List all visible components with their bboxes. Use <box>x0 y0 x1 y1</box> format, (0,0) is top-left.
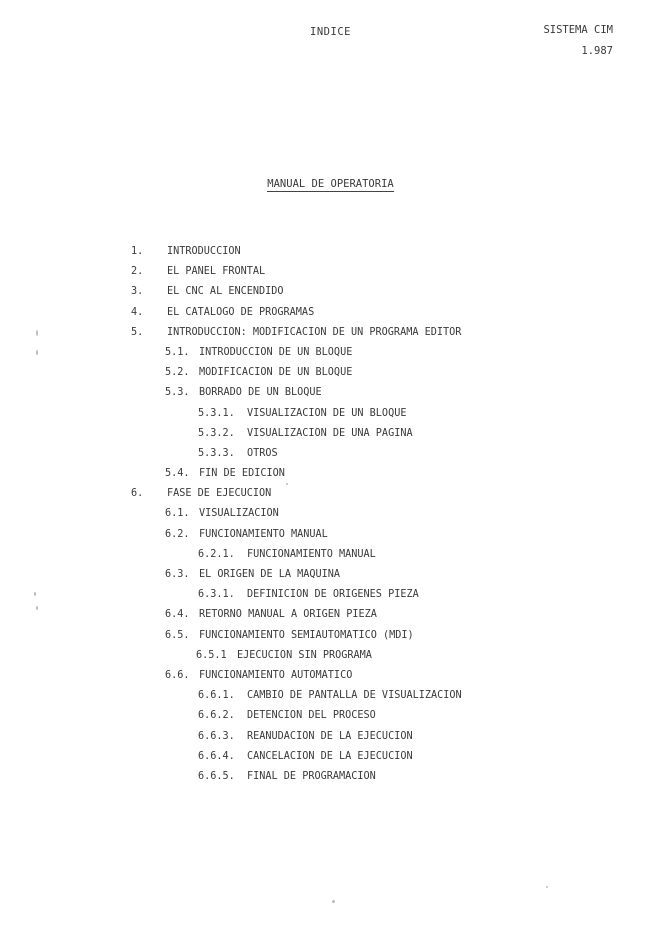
scan-speck <box>36 330 38 336</box>
toc-item-number: 6. <box>131 488 144 500</box>
header-index-label: INDICE <box>310 26 351 38</box>
toc-item <box>0 727 661 747</box>
toc-item <box>0 767 661 787</box>
toc-item-number: 6.6.3. <box>198 730 235 742</box>
toc-item-number: 5.3.1. <box>198 407 235 419</box>
toc-item <box>0 242 661 262</box>
toc-item <box>0 464 661 484</box>
toc-item-number: 5.4. <box>165 468 190 480</box>
toc-item-title: FUNCIONAMIENTO MANUAL <box>247 548 376 560</box>
toc-item-title: EL PANEL FRONTAL <box>167 266 266 278</box>
toc-item-title: VISUALIZACION <box>199 508 279 520</box>
toc-item-number: 5.3. <box>165 387 190 399</box>
toc-item-title: BORRADO DE UN BLOQUE <box>199 387 322 399</box>
toc-item-number: 6.2.1. <box>198 548 235 560</box>
toc-item <box>0 504 661 524</box>
toc-item <box>0 383 661 403</box>
toc-item-number: 5.1. <box>165 346 190 358</box>
toc-item <box>0 646 661 666</box>
toc-item-title: CAMBIO DE PANTALLA DE VISUALIZACION <box>247 690 462 702</box>
toc-item-title: INTRODUCCION: MODIFICACION DE UN PROGRAMA EDITOR <box>167 326 462 338</box>
header-year: 1.987 <box>581 45 613 57</box>
toc-item <box>0 484 661 504</box>
scan-speck <box>34 592 36 596</box>
toc-item <box>0 323 661 343</box>
toc-item-title: INTRODUCCION DE UN BLOQUE <box>199 346 353 358</box>
toc-item <box>0 747 661 767</box>
toc-item-number: 6.5.1 <box>196 649 227 661</box>
toc-item-number: 5. <box>131 326 144 338</box>
toc-item <box>0 686 661 706</box>
toc-item-title: FASE DE EJECUCION <box>167 488 272 500</box>
toc-item <box>0 343 661 363</box>
toc-item-number: 6.3.1. <box>198 589 235 601</box>
toc-item <box>0 262 661 282</box>
toc-item-title: VISUALIZACION DE UNA PAGINA <box>247 427 413 439</box>
scan-speck <box>546 886 548 888</box>
toc-item-number: 6.5. <box>165 629 190 641</box>
scan-speck <box>36 350 38 355</box>
toc-item <box>0 444 661 464</box>
toc-item-title: VISUALIZACION DE UN BLOQUE <box>247 407 407 419</box>
toc-item-title: RETORNO MANUAL A ORIGEN PIEZA <box>199 609 377 621</box>
toc-item-number: 6.6. <box>165 669 190 681</box>
scan-speck <box>286 483 288 485</box>
toc-item <box>0 363 661 383</box>
toc-item-number: 3. <box>131 286 144 298</box>
toc-item-title: EL CATALOGO DE PROGRAMAS <box>167 306 315 318</box>
toc-item-title: EJECUCION SIN PROGRAMA <box>237 649 372 661</box>
toc-item-number: 6.1. <box>165 508 190 520</box>
toc-item <box>0 666 661 686</box>
toc-item-number: 2. <box>131 266 144 278</box>
toc-item-title: FINAL DE PROGRAMACION <box>247 770 376 782</box>
toc-item-title: FIN DE EDICION <box>199 468 285 480</box>
toc-item-number: 5.2. <box>165 367 190 379</box>
toc-item <box>0 525 661 545</box>
header-system-name: SISTEMA CIM <box>543 24 613 36</box>
toc-item-number: 6.3. <box>165 569 190 580</box>
toc-item <box>0 706 661 726</box>
toc-item <box>0 605 661 625</box>
toc-item-number: 5.3.2. <box>198 427 235 439</box>
toc-item-number: 1. <box>131 246 144 257</box>
toc-item-title: OTROS <box>247 447 278 459</box>
toc-item-number: 6.2. <box>165 528 190 540</box>
table-of-contents <box>0 242 661 787</box>
toc-item <box>0 545 661 565</box>
toc-item-title: EL ORIGEN DE LA MAQUINA <box>199 569 341 580</box>
toc-item <box>0 282 661 302</box>
toc-item <box>0 404 661 424</box>
toc-item-title: EL CNC AL ENCENDIDO <box>167 286 284 298</box>
toc-item <box>0 565 661 585</box>
toc-item-number: 6.6.2. <box>198 710 235 722</box>
toc-item <box>0 303 661 323</box>
toc-item-title: REANUDACION DE LA EJECUCION <box>247 730 413 742</box>
toc-item <box>0 626 661 646</box>
page-title <box>0 178 661 190</box>
toc-item <box>0 585 661 605</box>
toc-item-title: DEFINICION DE ORIGENES PIEZA <box>247 589 419 601</box>
header-system-info <box>543 20 613 62</box>
toc-item-number: 6.4. <box>165 609 190 621</box>
scan-speck <box>36 606 38 610</box>
toc-item-number: 6.6.5. <box>198 770 235 782</box>
toc-item-title: FUNCIONAMIENTO AUTOMATICO <box>199 669 353 681</box>
page-title-text: MANUAL DE OPERATORIA <box>267 178 394 190</box>
toc-item-title: MODIFICACION DE UN BLOQUE <box>199 367 353 379</box>
toc-item-number: 6.6.1. <box>198 690 235 702</box>
toc-item-number: 6.6.4. <box>198 750 235 762</box>
toc-item-number: 5.3.3. <box>198 447 235 459</box>
toc-item <box>0 424 661 444</box>
toc-item-title: FUNCIONAMIENTO SEMIAUTOMATICO (MDI) <box>199 629 414 641</box>
toc-item-title: CANCELACION DE LA EJECUCION <box>247 750 413 762</box>
scan-speck <box>332 900 335 903</box>
toc-item-number: 4. <box>131 306 144 318</box>
toc-item-title: INTRODUCCION <box>167 246 241 257</box>
toc-item-title: FUNCIONAMIENTO MANUAL <box>199 528 328 540</box>
toc-item-title: DETENCION DEL PROCESO <box>247 710 376 722</box>
